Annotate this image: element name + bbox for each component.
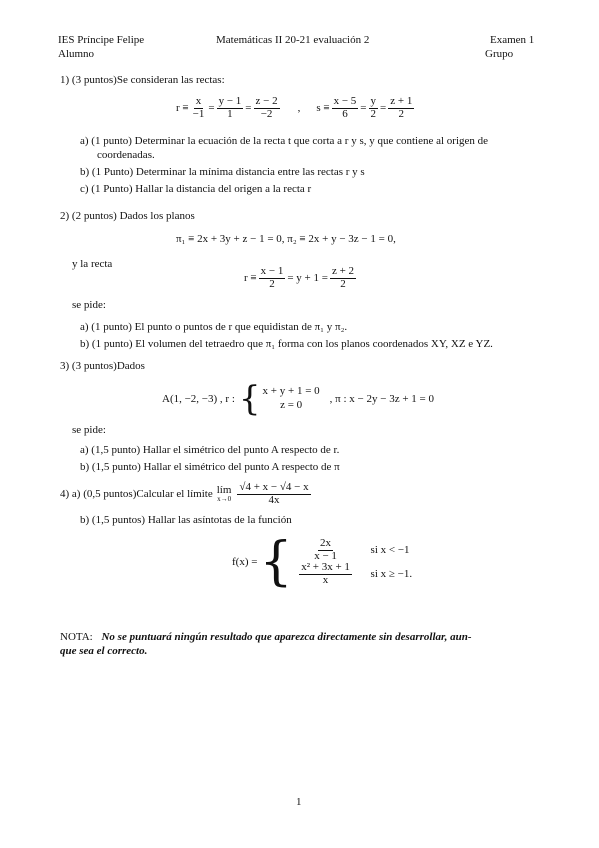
left-brace-icon: { bbox=[259, 532, 293, 592]
function-lhs: f(x) = bbox=[232, 555, 258, 568]
frac-denominator: 4x bbox=[268, 493, 280, 506]
equals-sign: = bbox=[380, 102, 387, 114]
school-name: IES Príncipe Felipe bbox=[58, 34, 145, 46]
q2-frac-2 bbox=[330, 266, 356, 290]
page-number: 1 bbox=[296, 796, 302, 808]
q1-r-lhs: r ≡ bbox=[176, 102, 189, 114]
frac-numerator: x² + 3x + 1 bbox=[301, 560, 350, 573]
q1-s-frac-2 bbox=[369, 96, 379, 120]
q2-part-b: b) (1 punto) El volumen del tetraedro que π₁ forma con los planos coordenados XY, XZ e YZ. bbox=[80, 338, 493, 350]
equals-sign: = bbox=[245, 102, 252, 114]
exam-label: Examen 1 bbox=[490, 34, 535, 46]
q2-r-lhs: r ≡ bbox=[244, 272, 257, 284]
q2-line-label: y la recta bbox=[72, 258, 113, 270]
q1-part-c: c) (1 Punto) Hallar la distancia del origen a la recta r bbox=[80, 183, 312, 195]
frac-numerator: z + 2 bbox=[331, 265, 355, 277]
q1-s-frac-1 bbox=[332, 96, 359, 120]
piecewise-case bbox=[295, 538, 413, 562]
case-fraction bbox=[297, 538, 355, 562]
q1-part-b: b) (1 Punto) Determinar la mínima distancia entre las rectas r y s bbox=[80, 166, 365, 178]
student-label: Alumno bbox=[58, 48, 95, 60]
q2-planes: π₁ ≡ 2x + 3y + z − 1 = 0, π₂ ≡ 2x + y − 3z − 1 = 0, bbox=[176, 233, 396, 245]
frac-numerator: y bbox=[370, 95, 377, 107]
q2-mid-term: = y + 1 = bbox=[287, 272, 328, 284]
q2-frac-1 bbox=[259, 266, 286, 290]
q1-s-frac-3 bbox=[388, 96, 414, 120]
course-title: Matemáticas II 20-21 evaluación 2 bbox=[216, 34, 370, 46]
q3-line-system bbox=[263, 385, 320, 413]
frac-denominator: −1 bbox=[192, 107, 205, 120]
frac-numerator: z − 2 bbox=[255, 95, 278, 107]
q3-plane: , π : x − 2y − 3z + 1 = 0 bbox=[329, 392, 434, 405]
note-label: NOTA: bbox=[60, 631, 93, 643]
q4-a-text: 4) a) (0,5 puntos)Calcular el límite bbox=[60, 488, 213, 500]
q2-title: 2) (2 puntos) Dados los planos bbox=[60, 210, 195, 222]
q4-part-b: b) (1,5 puntos) Hallar las asíntotas de la función bbox=[80, 514, 292, 526]
system-equation: z = 0 bbox=[280, 399, 303, 411]
frac-denominator: 2 bbox=[398, 107, 405, 120]
q2-line-equation bbox=[244, 266, 358, 290]
equals-sign: = bbox=[360, 102, 367, 114]
frac-denominator: 2 bbox=[269, 277, 275, 290]
q3-part-b: b) (1,5 punto) Hallar el simétrico del punto A respecto de π bbox=[80, 461, 340, 473]
frac-denominator: 2 bbox=[370, 107, 377, 120]
limit-operator bbox=[217, 485, 232, 503]
q1-r-frac-1 bbox=[191, 96, 207, 120]
q1-r-frac-3 bbox=[254, 96, 280, 120]
frac-denominator: −2 bbox=[260, 107, 273, 120]
left-brace-icon: { bbox=[238, 379, 261, 419]
frac-denominator: x − 1 bbox=[314, 549, 337, 562]
frac-denominator: 1 bbox=[227, 107, 233, 120]
frac-denominator: 6 bbox=[342, 107, 348, 120]
equals-sign: = bbox=[208, 102, 215, 114]
group-label: Grupo bbox=[485, 48, 514, 60]
piecewise-case bbox=[295, 562, 413, 586]
limit-fraction bbox=[237, 482, 310, 506]
case-condition: si x ≥ −1. bbox=[370, 567, 413, 580]
q2-part-a: a) (1 punto) El punto o puntos de r que equidistan de π₁ y π₂. bbox=[80, 321, 348, 333]
frac-numerator: √4 + x − √4 − x bbox=[239, 481, 309, 493]
note-line-1 bbox=[60, 631, 472, 643]
q1-part-a-line1: a) (1 punto) Determinar la ecuación de la recta t que corta a r y s, y que contiene al origen de bbox=[80, 135, 489, 147]
q4-piecewise-function bbox=[232, 532, 413, 592]
frac-numerator: z + 1 bbox=[390, 95, 413, 107]
q3-se-pide: se pide: bbox=[72, 424, 106, 436]
q3-part-a: a) (1,5 punto) Hallar el simétrico del punto A respecto de r. bbox=[80, 444, 340, 456]
separator: , bbox=[297, 102, 301, 114]
q4-part-a bbox=[60, 482, 313, 506]
frac-numerator: 2x bbox=[320, 536, 332, 549]
frac-numerator: x bbox=[195, 95, 202, 107]
system-equation: x + y + 1 = 0 bbox=[262, 385, 320, 398]
q3-given-data bbox=[162, 379, 434, 419]
frac-numerator: x − 5 bbox=[333, 95, 357, 107]
q1-title: 1) (3 puntos)Se consideran las rectas: bbox=[60, 74, 225, 86]
frac-denominator: 2 bbox=[340, 277, 346, 290]
q1-r-frac-2 bbox=[217, 96, 244, 120]
lim-subscript: x→0 bbox=[217, 495, 232, 504]
lim-word: lím bbox=[216, 484, 232, 497]
note-text: No se puntuará ningún resultado que aparezca directamente sin desarrollar, aun- bbox=[101, 631, 472, 643]
case-fraction bbox=[297, 562, 355, 586]
q1-lines-equation bbox=[176, 96, 416, 120]
note-line-2: que sea el correcto. bbox=[60, 645, 148, 657]
q1-part-a-line2: coordenadas. bbox=[97, 149, 155, 161]
piecewise-cases bbox=[295, 538, 413, 586]
q3-point-and-line: A(1, −2, −3) , r : bbox=[162, 392, 235, 405]
case-condition: si x < −1 bbox=[370, 543, 410, 556]
frac-numerator: y − 1 bbox=[218, 95, 242, 107]
q3-title: 3) (3 puntos)Dados bbox=[60, 360, 145, 372]
frac-denominator: x bbox=[322, 573, 329, 586]
q2-se-pide: se pide: bbox=[72, 299, 106, 311]
q1-s-lhs: s ≡ bbox=[316, 102, 330, 114]
frac-numerator: x − 1 bbox=[260, 265, 284, 277]
